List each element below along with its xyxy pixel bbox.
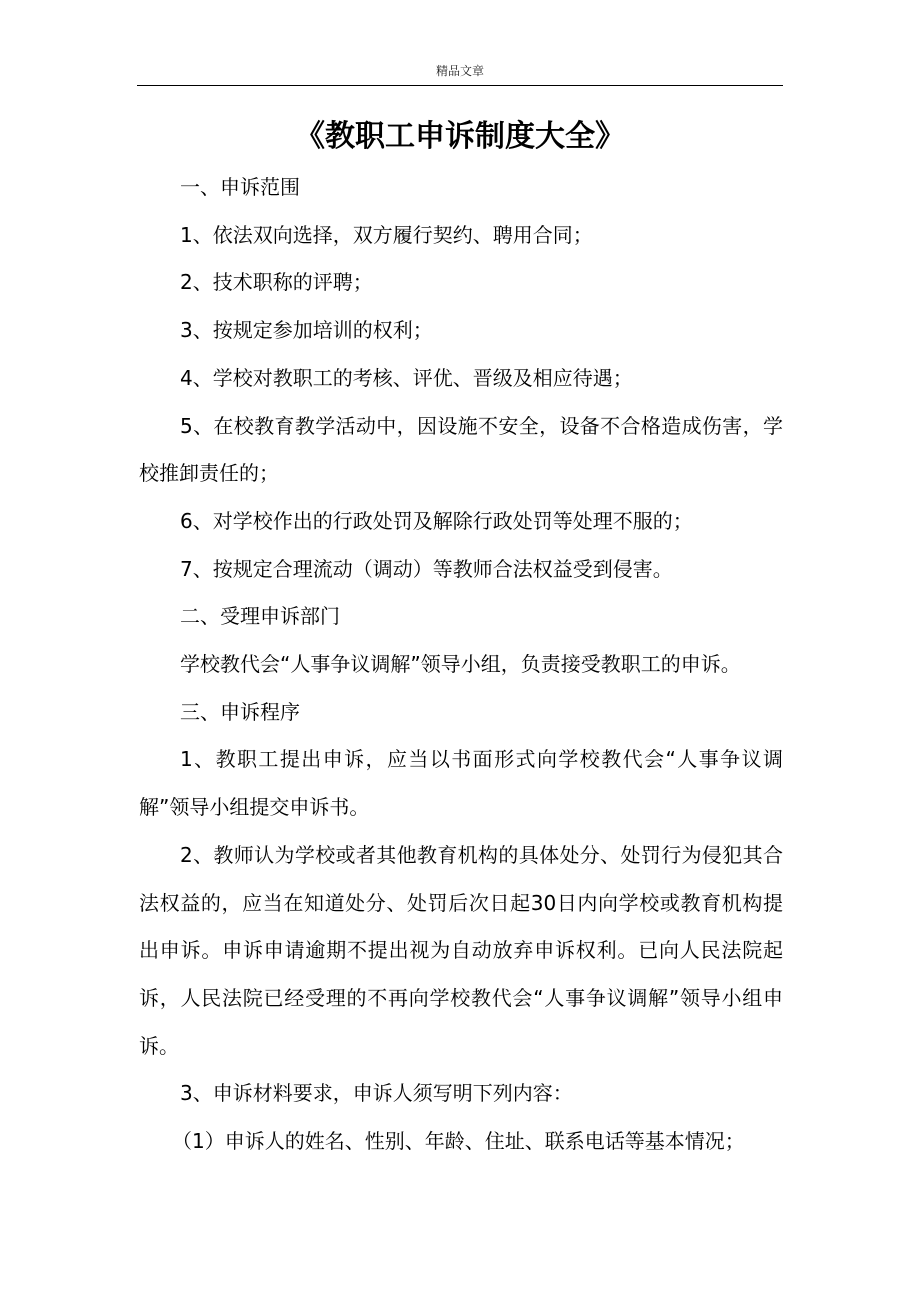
document-title: 《教职工申诉制度大全》 [295, 119, 625, 154]
section-heading-department: 二、受理申诉部门 [180, 604, 340, 629]
list-item: 6、对学校作出的行政处罚及解除行政处罚等处理不服的； [180, 508, 693, 533]
section-heading-scope: 一、申诉范围 [180, 175, 300, 199]
list-item: 1、依法双向选择，双方履行契约、聘用合同； [180, 222, 593, 247]
list-item: 4、学校对教职工的考核、评优、晋级及相应待遇； [180, 365, 633, 390]
page-header: 精品文章 [435, 64, 484, 78]
list-item: 5、在校教育教学活动中，因设施不安全，设备不合格造成伤害，学校推卸责任的； [139, 413, 783, 486]
list-item: 3、申诉材料要求，申诉人须写明下列内容： [180, 1081, 573, 1106]
document-body [139, 164, 783, 1166]
section-heading-procedure: 三、申诉程序 [180, 699, 300, 724]
list-item: 7、按规定合理流动（调动）等教师合法权益受到侵害。 [180, 556, 673, 581]
header-divider [137, 85, 783, 86]
body-paragraph: 学校教代会“人事争议调解”领导小组，负责接受教职工的申诉。 [180, 652, 741, 677]
list-item: （1）申诉人的姓名、性别、年龄、住址、联系电话等基本情况； [172, 1129, 745, 1154]
list-item: 3、按规定参加培训的权利； [180, 318, 433, 343]
list-item: 2、技术职称的评聘； [180, 270, 373, 295]
list-item: 2、教师认为学校或者其他教育机构的具体处分、处罚行为侵犯其合法权益的，应当在知道处分、处罚后次日起30日内向学校或教育机构提出申诉。申诉申请逾期不提出视为自动放弃申诉权利。已向人民法院起诉，人民法院已经受理的不再向学校教代会“人事争议调解”领导小组申诉。 [139, 842, 783, 1058]
list-item: 1、教职工提出申诉，应当以书面形式向学校教代会“人事争议调解”领导小组提交申诉书。 [139, 747, 783, 820]
